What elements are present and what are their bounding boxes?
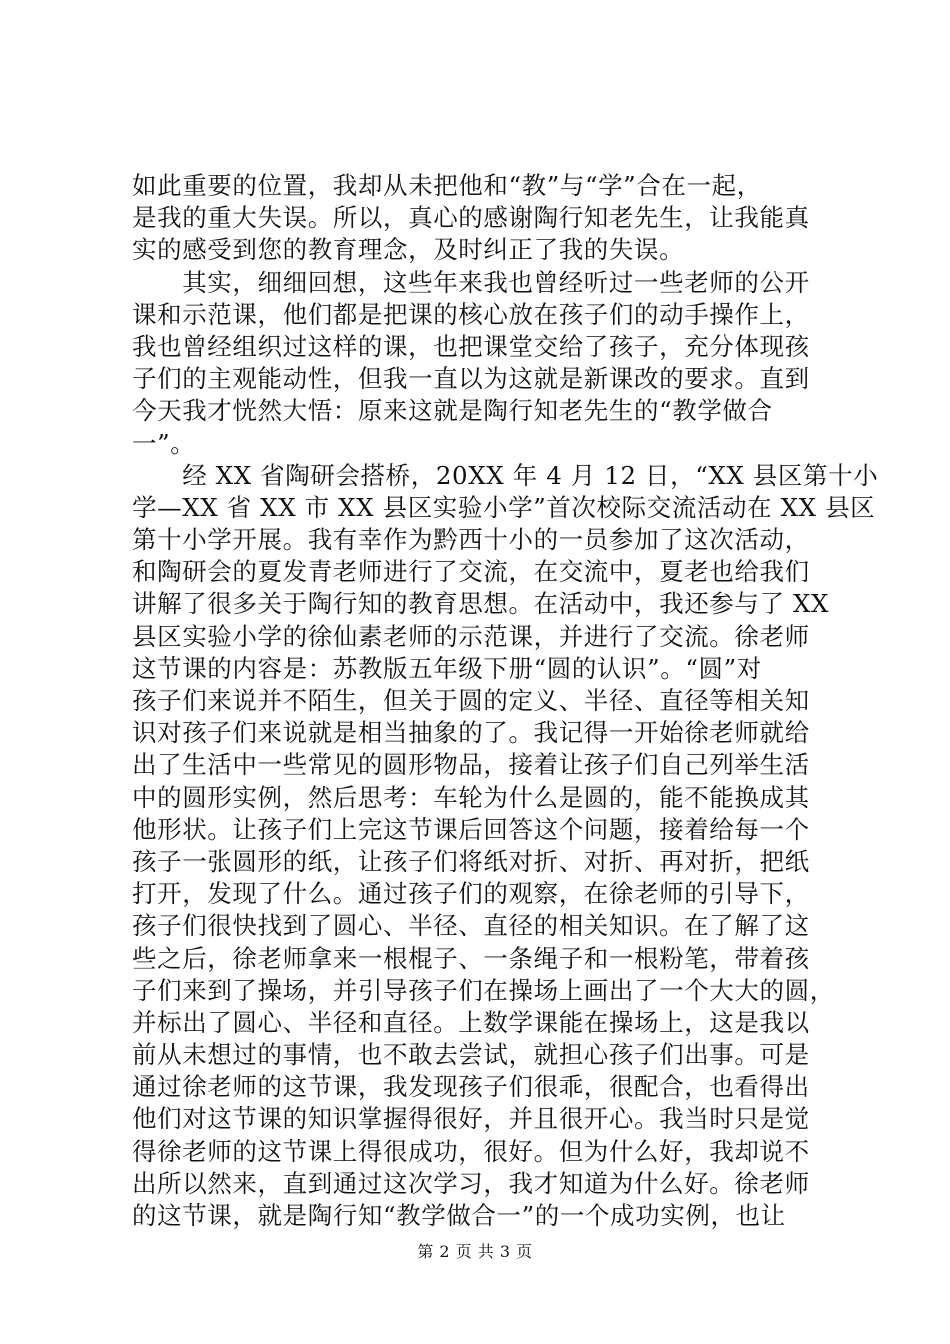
text-line: 孩子们很快找到了圆心、半径、直径的相关知识。在了解了这 [132, 911, 810, 941]
text-line: 学—XX 省 XX 市 XX 县区实验小学”首次校际交流活动在 XX 县区 [132, 492, 876, 522]
text-line: 和陶研会的夏发青老师进行了交流，在交流中，夏老也给我们 [132, 557, 810, 587]
text-line: 县区实验小学的徐仙素老师的示范课，并进行了交流。徐老师 [132, 621, 810, 651]
text-line: 我也曾经组织过这样的课，也把课堂交给了孩子，充分体现孩 [132, 331, 810, 361]
text-line: 通过徐老师的这节课，我发现孩子们很乖，很配合，也看得出 [132, 1072, 810, 1102]
text-line: 打开，发现了什么。通过孩子们的观察，在徐老师的引导下， [132, 879, 810, 909]
text-line: 如此重要的位置，我却从未把他和“教”与“学”合在一起， [132, 171, 762, 200]
text-line: 得徐老师的这节课上得很成功，很好。但为什么好，我却说不 [132, 1136, 810, 1166]
text-line: 课和示范课，他们都是把课的核心放在孩子们的动手操作上， [132, 299, 810, 329]
text-line: 并标出了圆心、半径和直径。上数学课能在操场上，这是我以 [132, 1007, 810, 1037]
text-line: 的这节课，就是陶行知“教学做合一”的一个成功实例，也让 [132, 1201, 786, 1230]
text-line: 些之后，徐老师拿来一根棍子、一条绳子和一根粉笔，带着孩 [132, 943, 810, 973]
text-line: 孩子们来说并不陌生，但关于圆的定义、半径、直径等相关知 [132, 686, 810, 715]
text-line: 识对孩子们来说就是相当抽象的了。我记得一开始徐老师就给 [132, 718, 810, 748]
text-line: 第十小学开展。我有幸作为黔西十小的一员参加了这次活动， [132, 525, 810, 555]
text-line: 是我的重大失误。所以，真心的感谢陶行知老先生，让我能真 [132, 203, 810, 233]
text-line: 出了生活中一些常见的圆形物品，接着让孩子们自己列举生活 [132, 750, 810, 780]
text-line: 他们对这节课的知识掌握得很好，并且很开心。我当时只是觉 [132, 1104, 810, 1134]
text-line: 孩子一张圆形的纸，让孩子们将纸对折、对折、再对折，把纸 [132, 846, 810, 876]
body-text [132, 170, 879, 1232]
text-line: 前从未想过的事情，也不敢去尝试，就担心孩子们出事。可是 [132, 1040, 810, 1070]
text-line: 实的感受到您的教育理念，及时纠正了我的失误。 [132, 235, 685, 265]
page-footer [0, 1242, 950, 1262]
page-number-label: 第 2 页 共 3 页 [417, 1242, 533, 1261]
text-line: 出所以然来，直到通过这次学习，我才知道为什么好。徐老师 [132, 1168, 810, 1198]
text-line: 一”。 [132, 428, 196, 458]
text-line: 他形状。让孩子们上完这节课后回答这个问题，接着给每一个 [132, 814, 810, 844]
text-line: 讲解了很多关于陶行知的教育思想。在活动中，我还参与了 XX [132, 589, 830, 619]
text-line: 经 XX 省陶研会搭桥，20XX 年 4 月 12 日，“XX 县区第十小 [132, 460, 879, 490]
text-line: 这节课的内容是：苏教版五年级下册“圆的认识”。“圆”对 [132, 653, 762, 683]
text-line: 子们的主观能动性，但我一直以为这就是新课改的要求。直到 [132, 364, 810, 394]
text-line: 其实，细细回想，这些年来我也曾经听过一些老师的公开 [132, 267, 810, 297]
text-line: 子们来到了操场，并引导孩子们在操场上画出了一个大大的圆， [132, 975, 835, 1005]
text-line: 中的圆形实例，然后思考：车轮为什么是圆的，能不能换成其 [132, 782, 810, 812]
text-line: 今天我才恍然大悟：原来这就是陶行知老先生的“教学做合 [132, 396, 773, 426]
